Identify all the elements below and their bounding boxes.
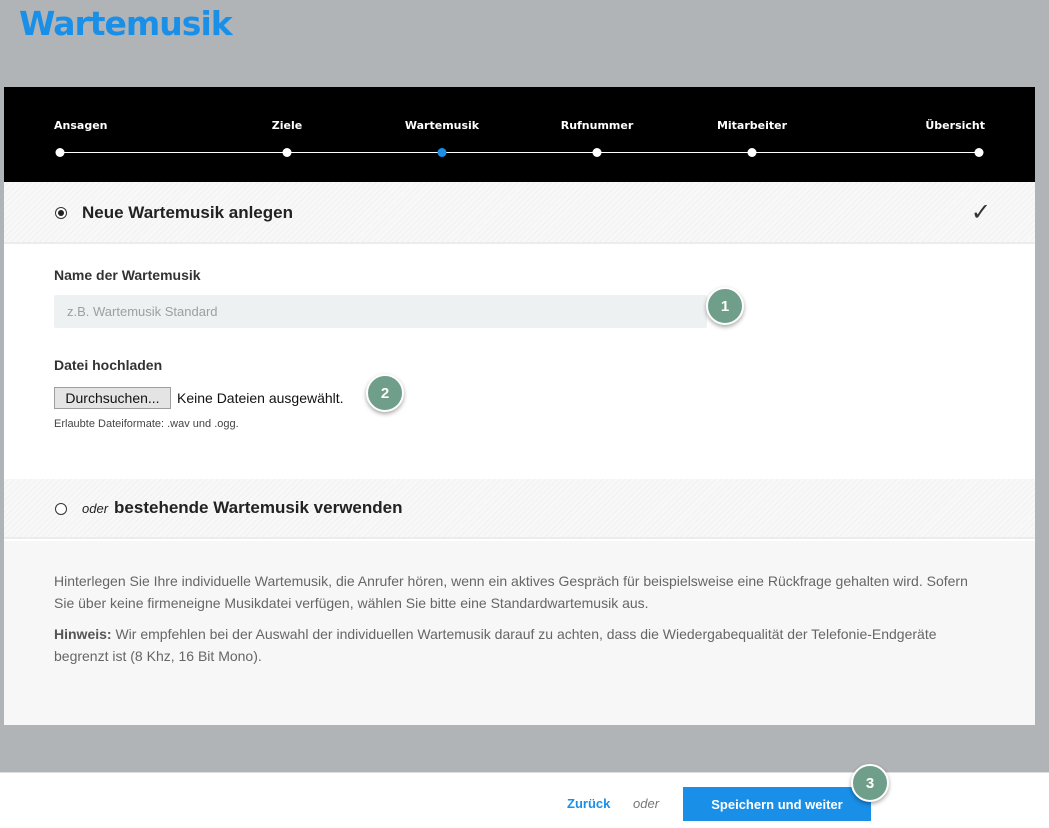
progress-stepper	[4, 87, 1035, 182]
step-dot	[56, 148, 65, 157]
save-and-continue-button[interactable]: Speichern und weiter	[683, 787, 871, 821]
back-link[interactable]: Zurück	[567, 796, 611, 811]
step-label: Wartemusik	[404, 119, 480, 132]
page-title: Wartemusik	[19, 4, 232, 43]
step-dot	[593, 148, 602, 157]
no-file-text: Keine Dateien ausgewählt.	[177, 390, 344, 406]
step-dot	[975, 148, 984, 157]
existing-music-section-header[interactable]	[4, 479, 1035, 539]
hint-paragraph	[54, 623, 974, 667]
music-name-input[interactable]	[54, 295, 707, 328]
existing-music-title-text: bestehende Wartemusik verwenden	[114, 498, 403, 517]
stepper-line	[60, 152, 979, 153]
annotation-badge-3: 3	[851, 764, 889, 802]
step-dot-active	[438, 148, 447, 157]
step-label: Rufnummer	[560, 119, 634, 132]
hint-text: Wir empfehlen bei der Auswahl der individuellen Wartemusik darauf zu achten, dass die Wiedergabequalität der Telefonie-Endgeräte begrenzt ist (8 Khz, 16 Bit Mono).	[54, 626, 937, 664]
step-dot	[748, 148, 757, 157]
step-label: Ziele	[271, 119, 303, 132]
oder-prefix: oder	[82, 501, 109, 516]
check-icon: ✓	[970, 198, 991, 226]
wartemusik-card	[4, 182, 1035, 725]
info-paragraph: Hinterlegen Sie Ihre individuelle Wartemusik, die Anrufer hören, wenn ein aktives Gespräch für beispielsweise eine Rückfrage gehalten wird. Sofern Sie über keine firmeneigne Musikdatei verfügen, wählen Sie bitte eine Standardwartemusik aus.	[54, 573, 968, 611]
step-dot	[283, 148, 292, 157]
info-area	[4, 541, 1035, 725]
new-music-section-header[interactable]	[4, 182, 1035, 244]
allowed-formats-text: Erlaubte Dateiformate: .wav und .ogg.	[54, 418, 239, 430]
existing-music-title	[82, 498, 403, 518]
or-text: oder	[633, 796, 660, 811]
footer-bar	[0, 772, 1049, 828]
new-music-radio[interactable]	[55, 207, 67, 219]
hint-label: Hinweis:	[54, 626, 112, 642]
name-label: Name der Wartemusik	[54, 267, 201, 283]
step-label: Ansagen	[54, 119, 108, 132]
step-label: Mitarbeiter	[716, 119, 788, 132]
annotation-badge-2: 2	[366, 374, 404, 412]
existing-music-radio[interactable]	[55, 503, 67, 515]
browse-button[interactable]: Durchsuchen...	[54, 387, 171, 409]
upload-label: Datei hochladen	[54, 357, 163, 373]
step-label: Übersicht	[925, 119, 985, 132]
new-music-title: Neue Wartemusik anlegen	[82, 203, 293, 222]
annotation-badge-1: 1	[706, 287, 744, 325]
